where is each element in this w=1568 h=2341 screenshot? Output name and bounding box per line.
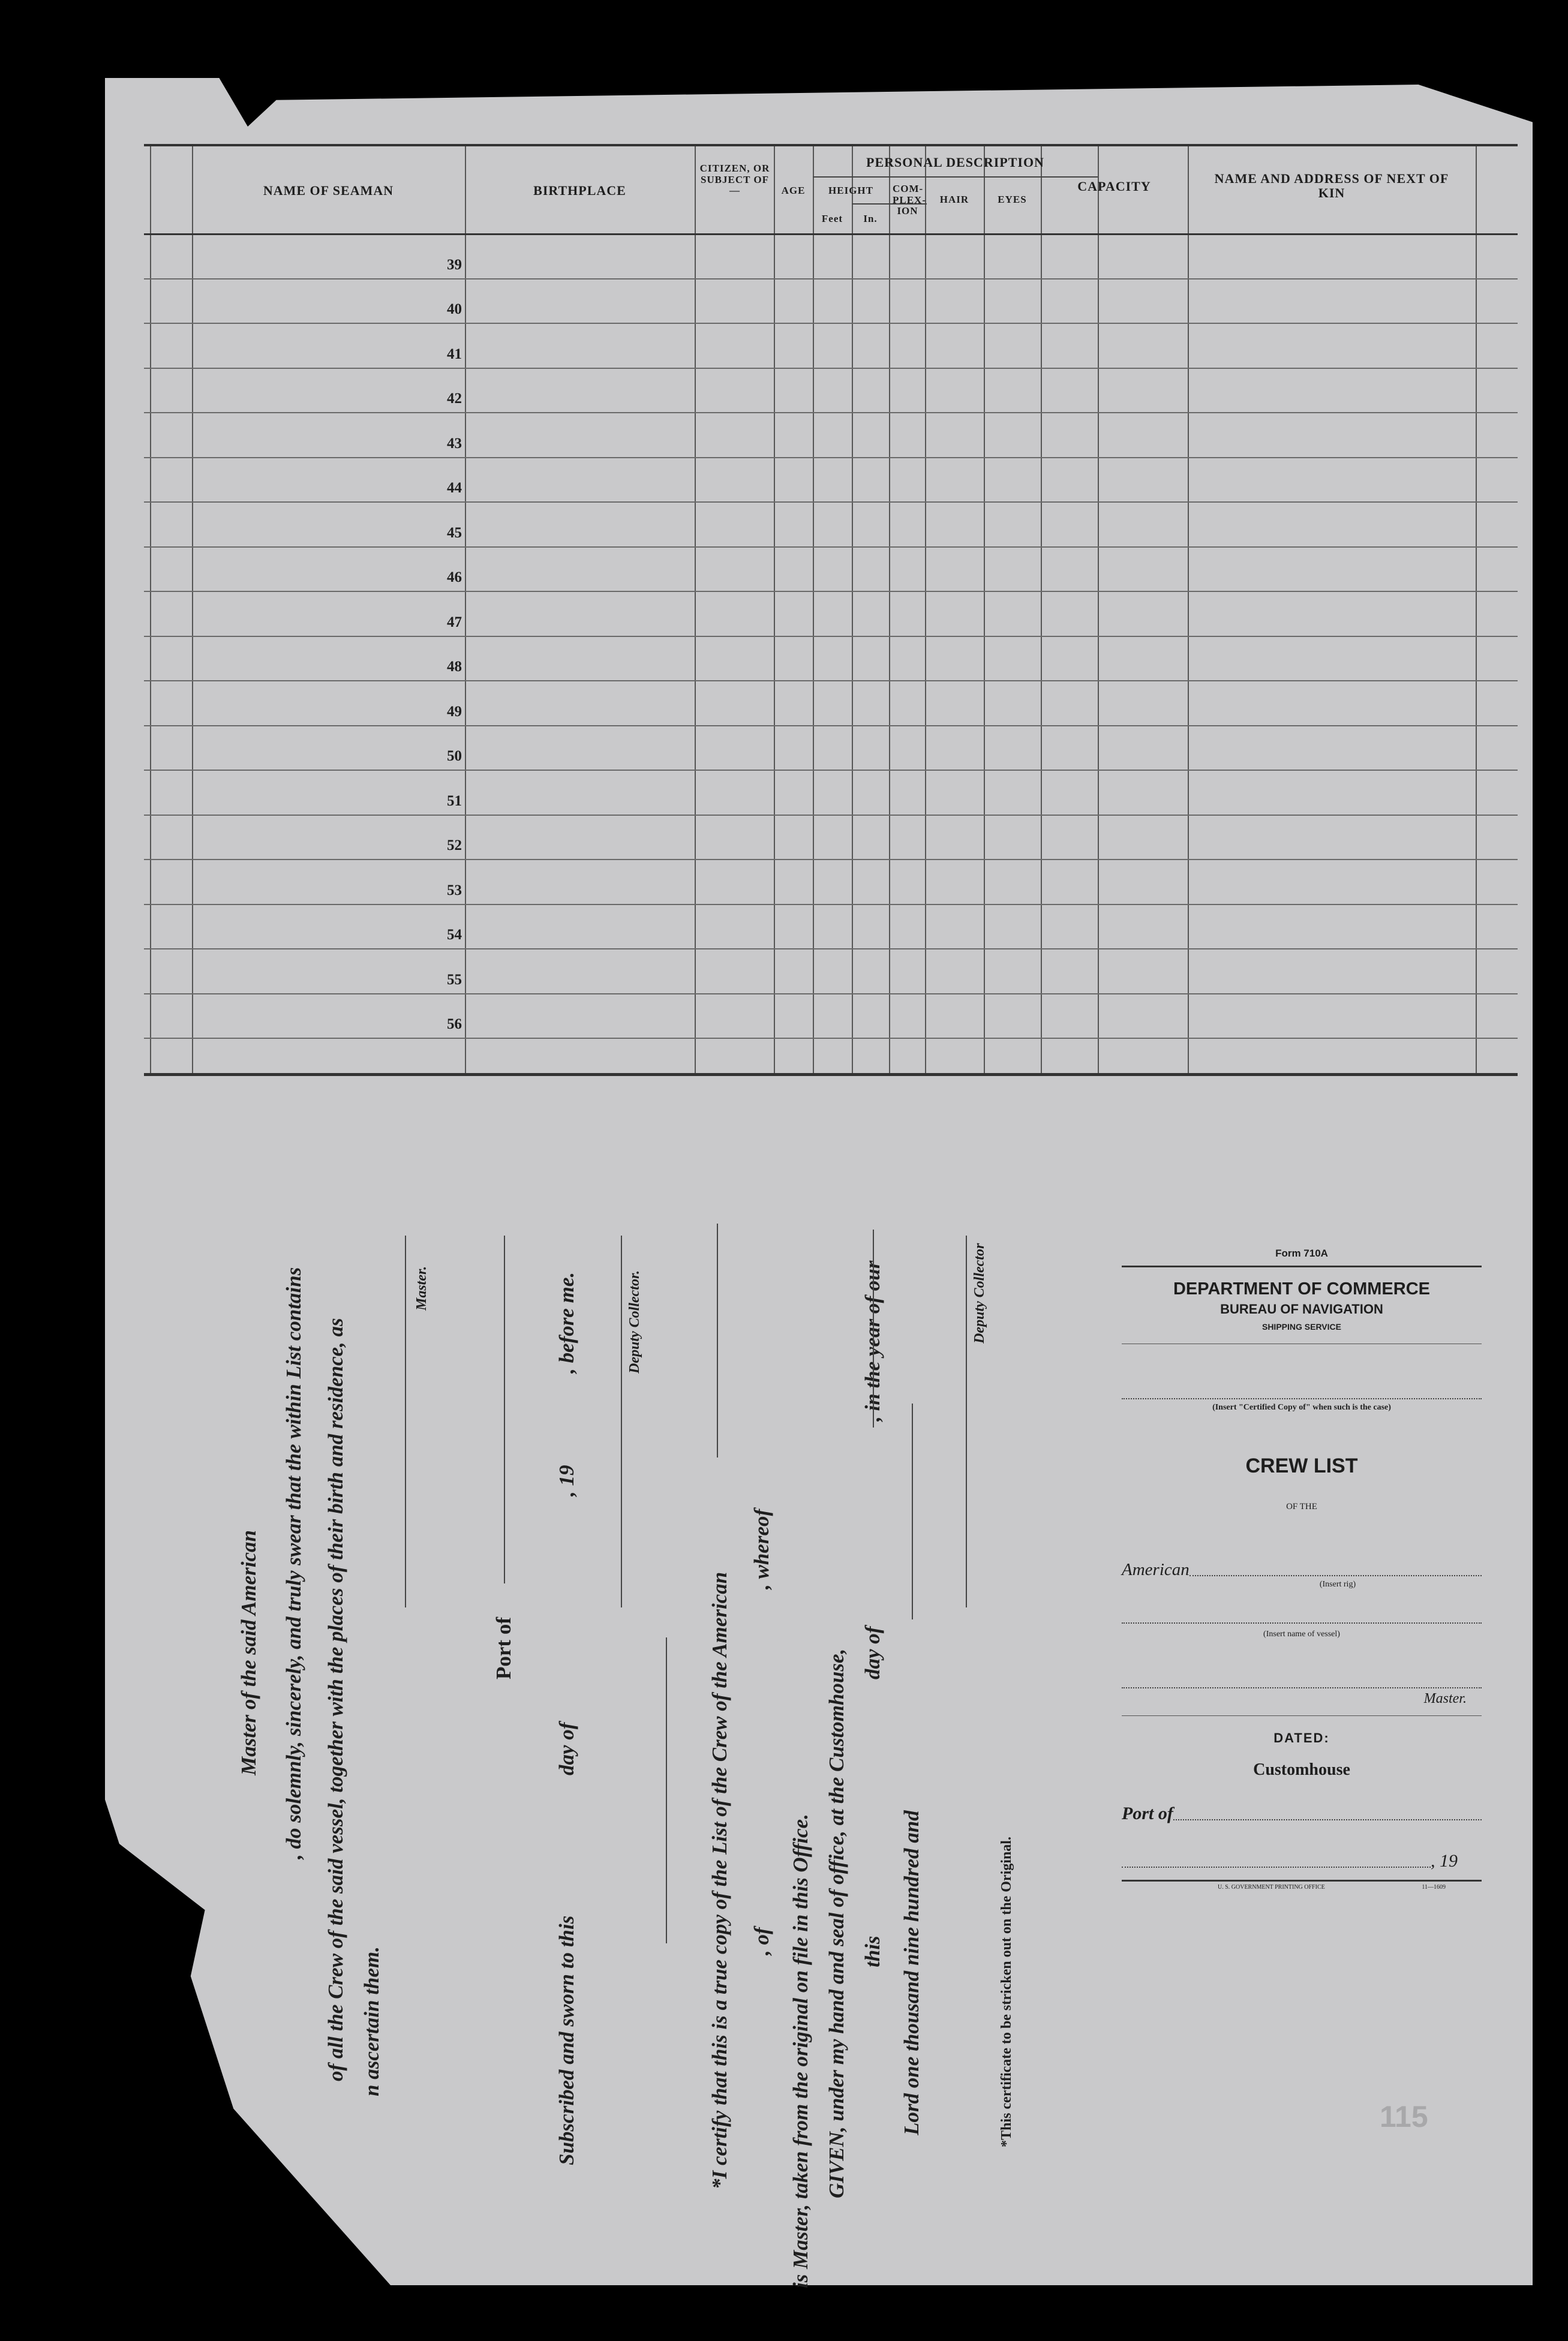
deputy-collector-1: Deputy Collector. [627,1270,642,1374]
row-number: 53 [447,882,462,898]
certificate-year-of-our: , in the year of our [861,1260,884,1422]
header-name-of-seaman: NAME OF SEAMAN [263,183,394,198]
row-number: 49 [447,703,462,720]
certificate-line-1: *I certify that this is a true copy of the List of the Crew of the American [708,1571,731,2189]
row-number: 56 [447,1016,462,1032]
header-capacity: CAPACITY [1077,179,1151,194]
oath-line-4: n ascertain them. [360,1946,383,2096]
crew-list-title: CREW LIST [1245,1455,1358,1477]
row-number: 41 [447,345,462,362]
certificate-footnote: *This certificate to be stricken out on the Original. [999,1837,1014,2147]
oath-line-1: Master of the said American [237,1530,260,1775]
certificate-whereof: , whereof [750,1508,773,1589]
department-title: DEPARTMENT OF COMMERCE [1173,1279,1430,1299]
row-number: 43 [447,435,462,452]
certificate-line-2: is Master, taken from the original on file in this Office. [789,1814,812,2288]
row-number: 55 [447,971,462,988]
row-number: 40 [447,301,462,317]
certificate-line-3: GIVEN, under my hand and seal of office, at the Customhouse, [825,1648,848,2198]
header-birthplace: BIRTHPLACE [533,183,626,198]
port-of-cover-label: Port of [1122,1804,1173,1823]
header-height: HEIGHT [828,185,873,196]
year-19-label: , 19 [1431,1851,1458,1871]
port-of-label: Port of [492,1617,515,1679]
row-number: 46 [447,569,462,585]
row-number: 44 [447,480,462,496]
header-inches: In. [863,213,878,224]
row-number: 47 [447,614,462,630]
master-label: Master. [414,1266,429,1311]
oath-line-2: , do solemnly, sincerely, and truly swear that the within List contains [282,1267,305,1859]
header-feet: Feet [821,213,843,224]
day-of-label: day of [555,1722,578,1775]
row-number: 39 [447,256,462,273]
header-personal-description: PERSONAL DESCRIPTION [866,155,1044,170]
of-the-label: OF THE [1286,1502,1317,1511]
printer-credit: U. S. GOVERNMENT PRINTING OFFICE [1218,1884,1325,1891]
form-number: Form 710A [1275,1248,1328,1259]
dated-label: DATED: [1273,1730,1330,1745]
header-citizen: CITIZEN, OR SUBJECT OF— [699,163,770,197]
certificate-of: , of [750,1927,773,1955]
oath-line-3: of all the Crew of the said vessel, together with the places of their birth and residence, as [324,1318,347,2081]
page-number-stamp: 115 [1380,2100,1428,2133]
customhouse-label: Customhouse [1253,1760,1350,1779]
header-eyes: EYES [998,194,1027,205]
row-number: 50 [447,748,462,764]
print-code: 11—1609 [1422,1884,1446,1891]
insert-vessel-note: (Insert name of vessel) [1263,1630,1340,1639]
certificate-day-of: day of [861,1626,884,1679]
header-complexion: COM- PLEX- ION [893,183,926,217]
deputy-collector-2: Deputy Collector [972,1243,987,1344]
bureau-title: BUREAU OF NAVIGATION [1220,1302,1383,1317]
row-number: 45 [447,524,462,541]
year-label: , 19 [555,1465,578,1496]
row-number: 48 [447,659,462,675]
header-next-of-kin: NAME AND ADDRESS OF NEXT OF KIN [1214,171,1449,201]
header-age: AGE [781,185,806,196]
row-number: 54 [447,927,462,943]
row-number: 52 [447,837,462,854]
cover-panel [1122,1248,1482,1891]
insert-certified-note: (Insert "Certified Copy of" when such is the case) [1212,1403,1391,1412]
service-title: SHIPPING SERVICE [1261,1322,1341,1332]
subscribed-line: Subscribed and sworn to this [555,1915,578,2165]
insert-rig-note: (Insert rig) [1319,1580,1356,1589]
header-hair: HAIR [939,194,969,205]
row-number: 51 [447,792,462,809]
before-me-label: , before me. [555,1272,578,1374]
certificate-this: this [861,1936,884,1967]
certificate-lord: Lord one thousand nine hundred and [900,1810,923,2135]
row-number: 42 [447,390,462,407]
american-label: American [1122,1560,1189,1579]
cover-master-label: Master. [1423,1691,1467,1706]
